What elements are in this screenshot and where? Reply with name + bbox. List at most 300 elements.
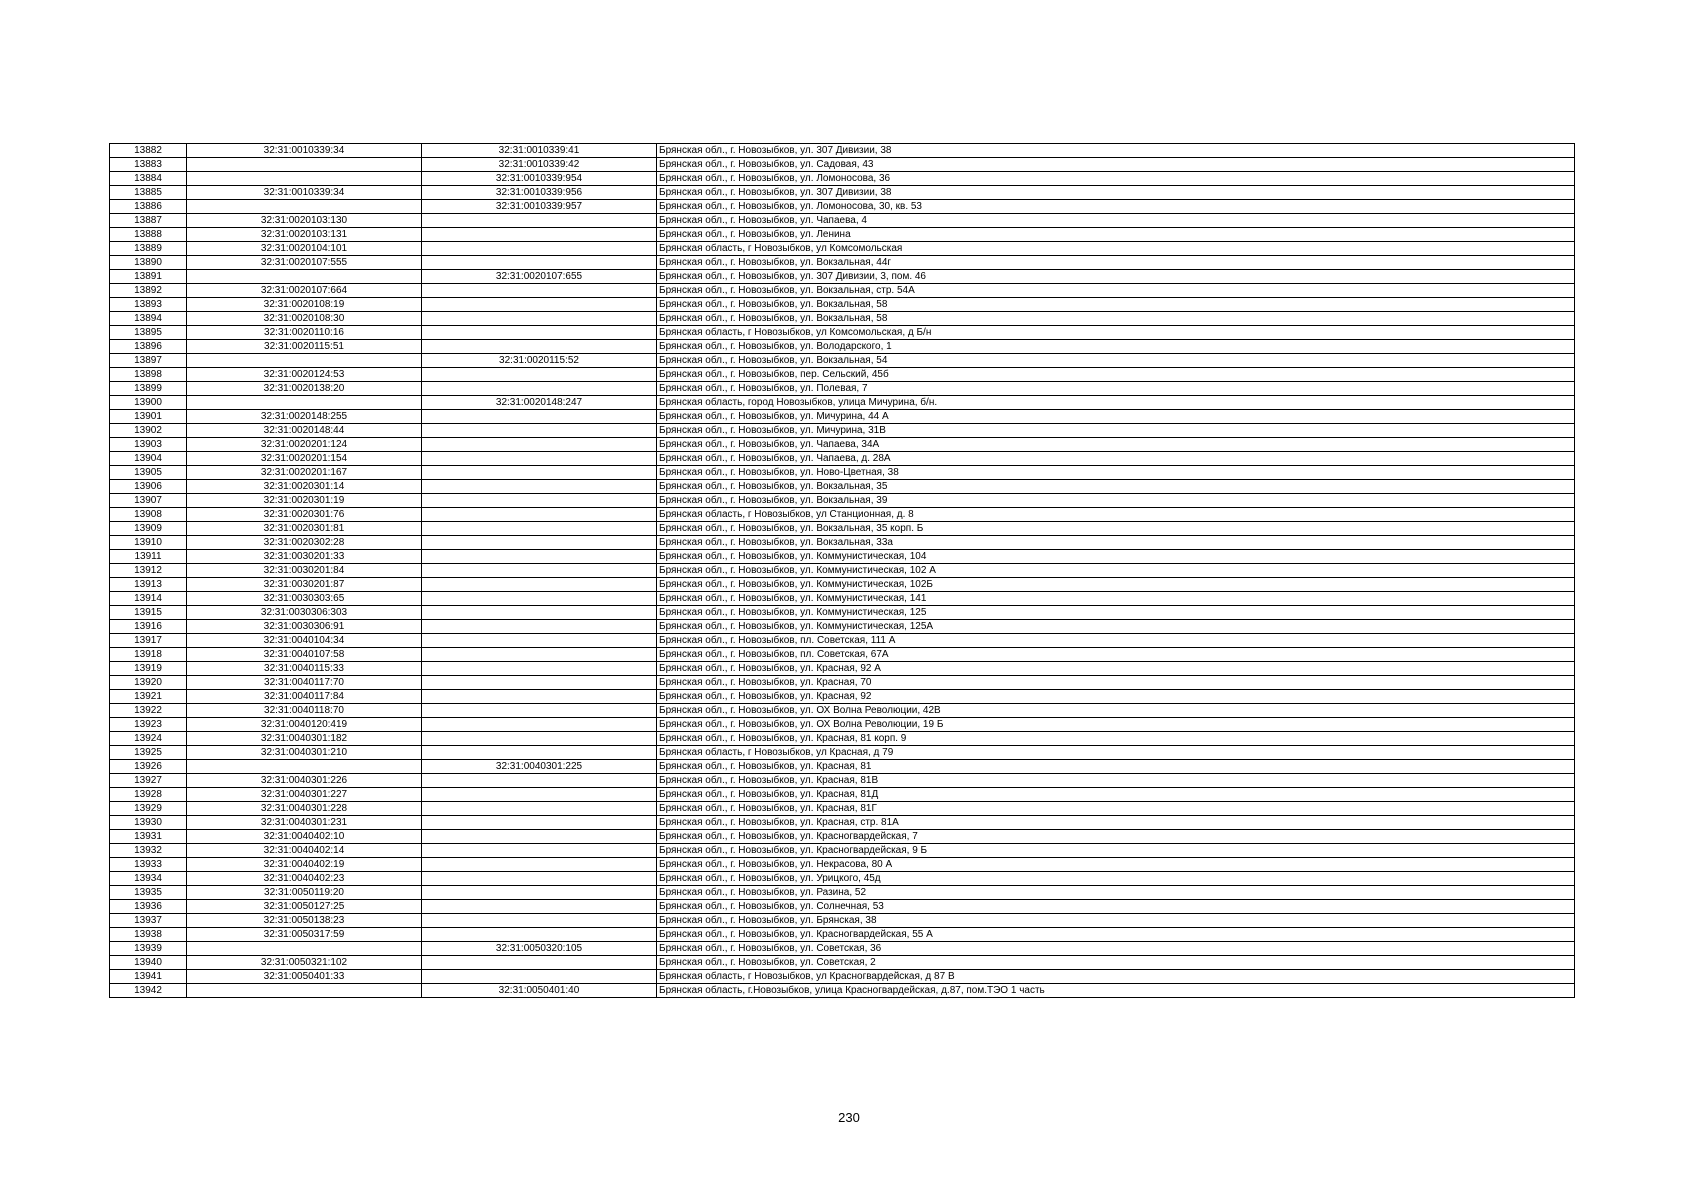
address-cell: Брянская обл., г. Новозыбков, ул. Вокзальная, 39 bbox=[657, 494, 1575, 508]
related-cadastral-number-cell bbox=[422, 872, 657, 886]
related-cadastral-number-cell bbox=[422, 578, 657, 592]
cadastral-number-cell: 32:31:0020108:19 bbox=[187, 298, 422, 312]
row-number-cell: 13886 bbox=[110, 200, 187, 214]
table-row bbox=[110, 410, 1575, 424]
address-cell: Брянская обл., г. Новозыбков, ул. Красная, 81Г bbox=[657, 802, 1575, 816]
table-row bbox=[110, 830, 1575, 844]
row-number-cell: 13888 bbox=[110, 228, 187, 242]
row-number-cell: 13883 bbox=[110, 158, 187, 172]
cadastral-number-cell: 32:31:0020138:20 bbox=[187, 382, 422, 396]
related-cadastral-number-cell: 32:31:0050320:105 bbox=[422, 942, 657, 956]
row-number-cell: 13895 bbox=[110, 326, 187, 340]
table-row bbox=[110, 620, 1575, 634]
table-row bbox=[110, 536, 1575, 550]
cadastral-number-cell: 32:31:0040402:10 bbox=[187, 830, 422, 844]
address-cell: Брянская обл., г. Новозыбков, ул. Красная, 92 bbox=[657, 690, 1575, 704]
address-cell: Брянская обл., г. Новозыбков, ул. Вокзальная, 58 bbox=[657, 312, 1575, 326]
cadastral-number-cell: 32:31:0020301:19 bbox=[187, 494, 422, 508]
address-cell: Брянская обл., г. Новозыбков, ул. Коммунистическая, 141 bbox=[657, 592, 1575, 606]
cadastral-number-cell: 32:31:0030201:87 bbox=[187, 578, 422, 592]
address-cell: Брянская обл., г. Новозыбков, ул. Ломоносова, 36 bbox=[657, 172, 1575, 186]
table-row bbox=[110, 760, 1575, 774]
related-cadastral-number-cell bbox=[422, 466, 657, 480]
cadastral-number-cell: 32:31:0020107:555 bbox=[187, 256, 422, 270]
related-cadastral-number-cell: 32:31:0020107:655 bbox=[422, 270, 657, 284]
cadastral-number-cell: 32:31:0020108:30 bbox=[187, 312, 422, 326]
cadastral-number-cell: 32:31:0020124:53 bbox=[187, 368, 422, 382]
address-cell: Брянская обл., г. Новозыбков, ул. Красная, 81 bbox=[657, 760, 1575, 774]
row-number-cell: 13935 bbox=[110, 886, 187, 900]
table-row bbox=[110, 466, 1575, 480]
related-cadastral-number-cell bbox=[422, 368, 657, 382]
address-cell: Брянская обл., г. Новозыбков, ул. Вокзальная, 35 корп. Б bbox=[657, 522, 1575, 536]
related-cadastral-number-cell bbox=[422, 676, 657, 690]
row-number-cell: 13896 bbox=[110, 340, 187, 354]
address-cell: Брянская обл., г. Новозыбков, ул. Разина, 52 bbox=[657, 886, 1575, 900]
row-number-cell: 13904 bbox=[110, 452, 187, 466]
cadastral-number-cell: 32:31:0020201:167 bbox=[187, 466, 422, 480]
address-cell: Брянская обл., г. Новозыбков, ул. Мичурина, 44 А bbox=[657, 410, 1575, 424]
row-number-cell: 13939 bbox=[110, 942, 187, 956]
address-cell: Брянская область, г Новозыбков, ул Красногвардейская, д 87 В bbox=[657, 970, 1575, 984]
row-number-cell: 13908 bbox=[110, 508, 187, 522]
related-cadastral-number-cell: 32:31:0010339:957 bbox=[422, 200, 657, 214]
address-cell: Брянская обл., г. Новозыбков, ул. Коммунистическая, 104 bbox=[657, 550, 1575, 564]
row-number-cell: 13914 bbox=[110, 592, 187, 606]
row-number-cell: 13899 bbox=[110, 382, 187, 396]
address-cell: Брянская обл., г. Новозыбков, ул. Вокзальная, стр. 54А bbox=[657, 284, 1575, 298]
table-row bbox=[110, 802, 1575, 816]
row-number-cell: 13913 bbox=[110, 578, 187, 592]
address-cell: Брянская обл., г. Новозыбков, ул. Красная, 81Д bbox=[657, 788, 1575, 802]
table-row bbox=[110, 494, 1575, 508]
cadastral-number-cell: 32:31:0020107:664 bbox=[187, 284, 422, 298]
table-row bbox=[110, 270, 1575, 284]
address-cell: Брянская обл., г. Новозыбков, ул. Ленина bbox=[657, 228, 1575, 242]
table-row bbox=[110, 774, 1575, 788]
cadastral-number-cell bbox=[187, 270, 422, 284]
related-cadastral-number-cell bbox=[422, 900, 657, 914]
row-number-cell: 13932 bbox=[110, 844, 187, 858]
related-cadastral-number-cell bbox=[422, 690, 657, 704]
related-cadastral-number-cell bbox=[422, 928, 657, 942]
cadastral-number-cell: 32:31:0020110:16 bbox=[187, 326, 422, 340]
related-cadastral-number-cell bbox=[422, 494, 657, 508]
cadastral-number-cell: 32:31:0050127:25 bbox=[187, 900, 422, 914]
related-cadastral-number-cell bbox=[422, 592, 657, 606]
cadastral-number-cell: 32:31:0040104:34 bbox=[187, 634, 422, 648]
cadastral-number-cell bbox=[187, 984, 422, 998]
cadastral-number-cell: 32:31:0040301:227 bbox=[187, 788, 422, 802]
address-cell: Брянская обл., г. Новозыбков, ул. ОХ Волна Революции, 19 Б bbox=[657, 718, 1575, 732]
table-row bbox=[110, 634, 1575, 648]
table-row bbox=[110, 592, 1575, 606]
row-number-cell: 13926 bbox=[110, 760, 187, 774]
table-row bbox=[110, 326, 1575, 340]
related-cadastral-number-cell bbox=[422, 284, 657, 298]
table-row bbox=[110, 550, 1575, 564]
row-number-cell: 13930 bbox=[110, 816, 187, 830]
cadastral-number-cell bbox=[187, 200, 422, 214]
row-number-cell: 13917 bbox=[110, 634, 187, 648]
cadastral-number-cell: 32:31:0030201:84 bbox=[187, 564, 422, 578]
related-cadastral-number-cell: 32:31:0050401:40 bbox=[422, 984, 657, 998]
row-number-cell: 13903 bbox=[110, 438, 187, 452]
related-cadastral-number-cell: 32:31:0010339:956 bbox=[422, 186, 657, 200]
cadastral-number-cell: 32:31:0030201:33 bbox=[187, 550, 422, 564]
table-row bbox=[110, 508, 1575, 522]
table-row bbox=[110, 340, 1575, 354]
row-number-cell: 13897 bbox=[110, 354, 187, 368]
cadastral-number-cell: 32:31:0040117:70 bbox=[187, 676, 422, 690]
page-number: 230 bbox=[838, 1110, 860, 1125]
row-number-cell: 13882 bbox=[110, 144, 187, 158]
address-cell: Брянская обл., г. Новозыбков, ул. Чапаева, 4 bbox=[657, 214, 1575, 228]
address-cell: Брянская обл., г. Новозыбков, ул. Советская, 36 bbox=[657, 942, 1575, 956]
cadastral-number-cell: 32:31:0050119:20 bbox=[187, 886, 422, 900]
address-cell: Брянская обл., г. Новозыбков, ул. 307 Дивизии, 38 bbox=[657, 186, 1575, 200]
property-table-body bbox=[110, 144, 1575, 998]
table-row bbox=[110, 886, 1575, 900]
cadastral-number-cell: 32:31:0030306:303 bbox=[187, 606, 422, 620]
cadastral-number-cell: 32:31:0040301:182 bbox=[187, 732, 422, 746]
table-row bbox=[110, 354, 1575, 368]
address-cell: Брянская обл., г. Новозыбков, ул. Чапаева, д. 28А bbox=[657, 452, 1575, 466]
row-number-cell: 13941 bbox=[110, 970, 187, 984]
table-row bbox=[110, 200, 1575, 214]
cadastral-number-cell: 32:31:0030303:65 bbox=[187, 592, 422, 606]
cadastral-number-cell: 32:31:0040402:23 bbox=[187, 872, 422, 886]
table-row bbox=[110, 704, 1575, 718]
related-cadastral-number-cell bbox=[422, 438, 657, 452]
related-cadastral-number-cell bbox=[422, 732, 657, 746]
table-row bbox=[110, 242, 1575, 256]
table-row bbox=[110, 424, 1575, 438]
cadastral-number-cell: 32:31:0040301:226 bbox=[187, 774, 422, 788]
cadastral-number-cell: 32:31:0020103:130 bbox=[187, 214, 422, 228]
table-row bbox=[110, 872, 1575, 886]
address-cell: Брянская обл., г. Новозыбков, пер. Сельский, 45б bbox=[657, 368, 1575, 382]
address-cell: Брянская обл., г. Новозыбков, ул. Брянская, 38 bbox=[657, 914, 1575, 928]
related-cadastral-number-cell: 32:31:0010339:41 bbox=[422, 144, 657, 158]
address-cell: Брянская область, г.Новозыбков, улица Красногвардейская, д.87, пом.ТЭО 1 часть bbox=[657, 984, 1575, 998]
table-row bbox=[110, 690, 1575, 704]
table-row bbox=[110, 928, 1575, 942]
related-cadastral-number-cell bbox=[422, 788, 657, 802]
address-cell: Брянская обл., г. Новозыбков, ул. Солнечная, 53 bbox=[657, 900, 1575, 914]
address-cell: Брянская область, г Новозыбков, ул Комсомольская bbox=[657, 242, 1575, 256]
address-cell: Брянская обл., г. Новозыбков, ул. Коммунистическая, 102Б bbox=[657, 578, 1575, 592]
related-cadastral-number-cell bbox=[422, 606, 657, 620]
address-cell: Брянская обл., г. Новозыбков, ул. Советская, 2 bbox=[657, 956, 1575, 970]
table-row bbox=[110, 718, 1575, 732]
cadastral-number-cell: 32:31:0020201:154 bbox=[187, 452, 422, 466]
cadastral-number-cell bbox=[187, 942, 422, 956]
table-row bbox=[110, 382, 1575, 396]
related-cadastral-number-cell bbox=[422, 340, 657, 354]
related-cadastral-number-cell bbox=[422, 410, 657, 424]
table-row bbox=[110, 816, 1575, 830]
table-row bbox=[110, 746, 1575, 760]
cadastral-number-cell: 32:31:0030306:91 bbox=[187, 620, 422, 634]
cadastral-number-cell: 32:31:0020301:14 bbox=[187, 480, 422, 494]
row-number-cell: 13942 bbox=[110, 984, 187, 998]
table-row bbox=[110, 858, 1575, 872]
cadastral-number-cell: 32:31:0040301:210 bbox=[187, 746, 422, 760]
cadastral-number-cell: 32:31:0050317:59 bbox=[187, 928, 422, 942]
table-row bbox=[110, 844, 1575, 858]
table-row bbox=[110, 900, 1575, 914]
related-cadastral-number-cell bbox=[422, 970, 657, 984]
row-number-cell: 13940 bbox=[110, 956, 187, 970]
table-row bbox=[110, 284, 1575, 298]
address-cell: Брянская обл., г. Новозыбков, ул. Красногвардейская, 7 bbox=[657, 830, 1575, 844]
related-cadastral-number-cell bbox=[422, 956, 657, 970]
related-cadastral-number-cell: 32:31:0020148:247 bbox=[422, 396, 657, 410]
cadastral-number-cell: 32:31:0040402:14 bbox=[187, 844, 422, 858]
related-cadastral-number-cell bbox=[422, 214, 657, 228]
address-cell: Брянская обл., г. Новозыбков, ул. Мичурина, 31В bbox=[657, 424, 1575, 438]
row-number-cell: 13884 bbox=[110, 172, 187, 186]
related-cadastral-number-cell bbox=[422, 312, 657, 326]
row-number-cell: 13905 bbox=[110, 466, 187, 480]
address-cell: Брянская обл., г. Новозыбков, ул. Вокзальная, 33а bbox=[657, 536, 1575, 550]
related-cadastral-number-cell bbox=[422, 662, 657, 676]
table-row bbox=[110, 144, 1575, 158]
cadastral-number-cell: 32:31:0020301:81 bbox=[187, 522, 422, 536]
cadastral-number-cell: 32:31:0020103:131 bbox=[187, 228, 422, 242]
address-cell: Брянская обл., г. Новозыбков, ул. Вокзальная, 44г bbox=[657, 256, 1575, 270]
row-number-cell: 13912 bbox=[110, 564, 187, 578]
row-number-cell: 13893 bbox=[110, 298, 187, 312]
cadastral-number-cell: 32:31:0050401:33 bbox=[187, 970, 422, 984]
related-cadastral-number-cell: 32:31:0010339:954 bbox=[422, 172, 657, 186]
table-row bbox=[110, 788, 1575, 802]
address-cell: Брянская обл., г. Новозыбков, ул. Красная, 92 А bbox=[657, 662, 1575, 676]
related-cadastral-number-cell bbox=[422, 508, 657, 522]
related-cadastral-number-cell bbox=[422, 564, 657, 578]
address-cell: Брянская обл., г. Новозыбков, ул. Урицкого, 45д bbox=[657, 872, 1575, 886]
table-row bbox=[110, 298, 1575, 312]
table-row bbox=[110, 662, 1575, 676]
table-row bbox=[110, 158, 1575, 172]
table-row bbox=[110, 606, 1575, 620]
related-cadastral-number-cell bbox=[422, 228, 657, 242]
related-cadastral-number-cell bbox=[422, 256, 657, 270]
row-number-cell: 13927 bbox=[110, 774, 187, 788]
cadastral-number-cell: 32:31:0040118:70 bbox=[187, 704, 422, 718]
cadastral-number-cell: 32:31:0040115:33 bbox=[187, 662, 422, 676]
row-number-cell: 13892 bbox=[110, 284, 187, 298]
row-number-cell: 13931 bbox=[110, 830, 187, 844]
address-cell: Брянская область, г Новозыбков, ул Комсомольская, д Б/н bbox=[657, 326, 1575, 340]
related-cadastral-number-cell bbox=[422, 718, 657, 732]
cadastral-number-cell bbox=[187, 760, 422, 774]
related-cadastral-number-cell bbox=[422, 326, 657, 340]
address-cell: Брянская обл., г. Новозыбков, ул. Коммунистическая, 125 bbox=[657, 606, 1575, 620]
cadastral-number-cell: 32:31:0020115:51 bbox=[187, 340, 422, 354]
table-row bbox=[110, 256, 1575, 270]
table-row bbox=[110, 676, 1575, 690]
table-row bbox=[110, 564, 1575, 578]
address-cell: Брянская обл., г. Новозыбков, ул. Вокзальная, 35 bbox=[657, 480, 1575, 494]
row-number-cell: 13918 bbox=[110, 648, 187, 662]
row-number-cell: 13900 bbox=[110, 396, 187, 410]
row-number-cell: 13906 bbox=[110, 480, 187, 494]
cadastral-number-cell: 32:31:0020301:76 bbox=[187, 508, 422, 522]
row-number-cell: 13890 bbox=[110, 256, 187, 270]
related-cadastral-number-cell: 32:31:0040301:225 bbox=[422, 760, 657, 774]
table-row bbox=[110, 648, 1575, 662]
related-cadastral-number-cell bbox=[422, 886, 657, 900]
row-number-cell: 13891 bbox=[110, 270, 187, 284]
related-cadastral-number-cell bbox=[422, 746, 657, 760]
row-number-cell: 13921 bbox=[110, 690, 187, 704]
cadastral-number-cell: 32:31:0050321:102 bbox=[187, 956, 422, 970]
related-cadastral-number-cell bbox=[422, 648, 657, 662]
row-number-cell: 13934 bbox=[110, 872, 187, 886]
row-number-cell: 13933 bbox=[110, 858, 187, 872]
related-cadastral-number-cell bbox=[422, 802, 657, 816]
related-cadastral-number-cell: 32:31:0010339:42 bbox=[422, 158, 657, 172]
address-cell: Брянская обл., г. Новозыбков, ул. Красная, 81 корп. 9 bbox=[657, 732, 1575, 746]
address-cell: Брянская обл., г. Новозыбков, ул. 307 Дивизии, 3, пом. 46 bbox=[657, 270, 1575, 284]
address-cell: Брянская обл., г. Новозыбков, ул. Коммунистическая, 102 А bbox=[657, 564, 1575, 578]
cadastral-number-cell bbox=[187, 396, 422, 410]
table-row bbox=[110, 172, 1575, 186]
cadastral-number-cell: 32:31:0040107:58 bbox=[187, 648, 422, 662]
row-number-cell: 13902 bbox=[110, 424, 187, 438]
table-row bbox=[110, 228, 1575, 242]
address-cell: Брянская обл., г. Новозыбков, ул. Ново-Цветная, 38 bbox=[657, 466, 1575, 480]
table-row bbox=[110, 480, 1575, 494]
row-number-cell: 13928 bbox=[110, 788, 187, 802]
related-cadastral-number-cell: 32:31:0020115:52 bbox=[422, 354, 657, 368]
row-number-cell: 13924 bbox=[110, 732, 187, 746]
row-number-cell: 13911 bbox=[110, 550, 187, 564]
address-cell: Брянская область, г Новозыбков, ул Красная, д 79 bbox=[657, 746, 1575, 760]
address-cell: Брянская обл., г. Новозыбков, ул. Вокзальная, 58 bbox=[657, 298, 1575, 312]
row-number-cell: 13901 bbox=[110, 410, 187, 424]
cadastral-number-cell: 32:31:0050138:23 bbox=[187, 914, 422, 928]
related-cadastral-number-cell bbox=[422, 522, 657, 536]
row-number-cell: 13885 bbox=[110, 186, 187, 200]
row-number-cell: 13898 bbox=[110, 368, 187, 382]
related-cadastral-number-cell bbox=[422, 298, 657, 312]
cadastral-number-cell: 32:31:0020148:44 bbox=[187, 424, 422, 438]
row-number-cell: 13936 bbox=[110, 900, 187, 914]
row-number-cell: 13938 bbox=[110, 928, 187, 942]
address-cell: Брянская обл., г. Новозыбков, ул. Коммунистическая, 125А bbox=[657, 620, 1575, 634]
address-cell: Брянская обл., г. Новозыбков, ул. Красная, стр. 81А bbox=[657, 816, 1575, 830]
related-cadastral-number-cell bbox=[422, 424, 657, 438]
table-row bbox=[110, 970, 1575, 984]
related-cadastral-number-cell bbox=[422, 830, 657, 844]
property-table bbox=[109, 143, 1575, 998]
related-cadastral-number-cell bbox=[422, 774, 657, 788]
table-row bbox=[110, 312, 1575, 326]
address-cell: Брянская обл., г. Новозыбков, ул. 307 Дивизии, 38 bbox=[657, 144, 1575, 158]
address-cell: Брянская обл., г. Новозыбков, ул. Некрасова, 80 А bbox=[657, 858, 1575, 872]
row-number-cell: 13889 bbox=[110, 242, 187, 256]
related-cadastral-number-cell bbox=[422, 620, 657, 634]
cadastral-number-cell bbox=[187, 172, 422, 186]
row-number-cell: 13894 bbox=[110, 312, 187, 326]
address-cell: Брянская обл., г. Новозыбков, ул. Володарского, 1 bbox=[657, 340, 1575, 354]
row-number-cell: 13915 bbox=[110, 606, 187, 620]
related-cadastral-number-cell bbox=[422, 550, 657, 564]
address-cell: Брянская обл., г. Новозыбков, пл. Советская, 67А bbox=[657, 648, 1575, 662]
cadastral-number-cell: 32:31:0010339:34 bbox=[187, 144, 422, 158]
row-number-cell: 13919 bbox=[110, 662, 187, 676]
row-number-cell: 13937 bbox=[110, 914, 187, 928]
table-row bbox=[110, 368, 1575, 382]
table-row bbox=[110, 984, 1575, 998]
cadastral-number-cell: 32:31:0010339:34 bbox=[187, 186, 422, 200]
address-cell: Брянская обл., г. Новозыбков, ул. Красная, 81В bbox=[657, 774, 1575, 788]
row-number-cell: 13887 bbox=[110, 214, 187, 228]
table-row bbox=[110, 732, 1575, 746]
address-cell: Брянская обл., г. Новозыбков, пл. Советская, 111 А bbox=[657, 634, 1575, 648]
row-number-cell: 13923 bbox=[110, 718, 187, 732]
table-row bbox=[110, 396, 1575, 410]
related-cadastral-number-cell bbox=[422, 242, 657, 256]
related-cadastral-number-cell bbox=[422, 704, 657, 718]
cadastral-number-cell: 32:31:0040301:228 bbox=[187, 802, 422, 816]
address-cell: Брянская обл., г. Новозыбков, ул. ОХ Волна Революции, 42В bbox=[657, 704, 1575, 718]
related-cadastral-number-cell bbox=[422, 480, 657, 494]
row-number-cell: 13929 bbox=[110, 802, 187, 816]
address-cell: Брянская обл., г. Новозыбков, ул. Полевая, 7 bbox=[657, 382, 1575, 396]
row-number-cell: 13910 bbox=[110, 536, 187, 550]
table-row bbox=[110, 578, 1575, 592]
table-row bbox=[110, 438, 1575, 452]
related-cadastral-number-cell bbox=[422, 914, 657, 928]
related-cadastral-number-cell bbox=[422, 634, 657, 648]
cadastral-number-cell: 32:31:0040117:84 bbox=[187, 690, 422, 704]
cadastral-number-cell: 32:31:0020201:124 bbox=[187, 438, 422, 452]
row-number-cell: 13922 bbox=[110, 704, 187, 718]
address-cell: Брянская область, город Новозыбков, улица Мичурина, б/н. bbox=[657, 396, 1575, 410]
table-row bbox=[110, 214, 1575, 228]
cadastral-number-cell: 32:31:0020302:28 bbox=[187, 536, 422, 550]
related-cadastral-number-cell bbox=[422, 816, 657, 830]
cadastral-number-cell: 32:31:0040120:419 bbox=[187, 718, 422, 732]
address-cell: Брянская обл., г. Новозыбков, ул. Вокзальная, 54 bbox=[657, 354, 1575, 368]
table-row bbox=[110, 522, 1575, 536]
address-cell: Брянская обл., г. Новозыбков, ул. Красногвардейская, 55 А bbox=[657, 928, 1575, 942]
row-number-cell: 13916 bbox=[110, 620, 187, 634]
table-row bbox=[110, 452, 1575, 466]
row-number-cell: 13920 bbox=[110, 676, 187, 690]
row-number-cell: 13925 bbox=[110, 746, 187, 760]
table-row bbox=[110, 914, 1575, 928]
related-cadastral-number-cell bbox=[422, 536, 657, 550]
table-row bbox=[110, 942, 1575, 956]
address-cell: Брянская обл., г. Новозыбков, ул. Чапаева, 34А bbox=[657, 438, 1575, 452]
table-row bbox=[110, 956, 1575, 970]
address-cell: Брянская обл., г. Новозыбков, ул. Красногвардейская, 9 Б bbox=[657, 844, 1575, 858]
address-cell: Брянская обл., г. Новозыбков, ул. Красная, 70 bbox=[657, 676, 1575, 690]
related-cadastral-number-cell bbox=[422, 382, 657, 396]
address-cell: Брянская обл., г. Новозыбков, ул. Садовая, 43 bbox=[657, 158, 1575, 172]
related-cadastral-number-cell bbox=[422, 452, 657, 466]
address-cell: Брянская обл., г. Новозыбков, ул. Ломоносова, 30, кв. 53 bbox=[657, 200, 1575, 214]
address-cell: Брянская область, г Новозыбков, ул Станционная, д. 8 bbox=[657, 508, 1575, 522]
related-cadastral-number-cell bbox=[422, 858, 657, 872]
cadastral-number-cell: 32:31:0020148:255 bbox=[187, 410, 422, 424]
cadastral-number-cell: 32:31:0020104:101 bbox=[187, 242, 422, 256]
